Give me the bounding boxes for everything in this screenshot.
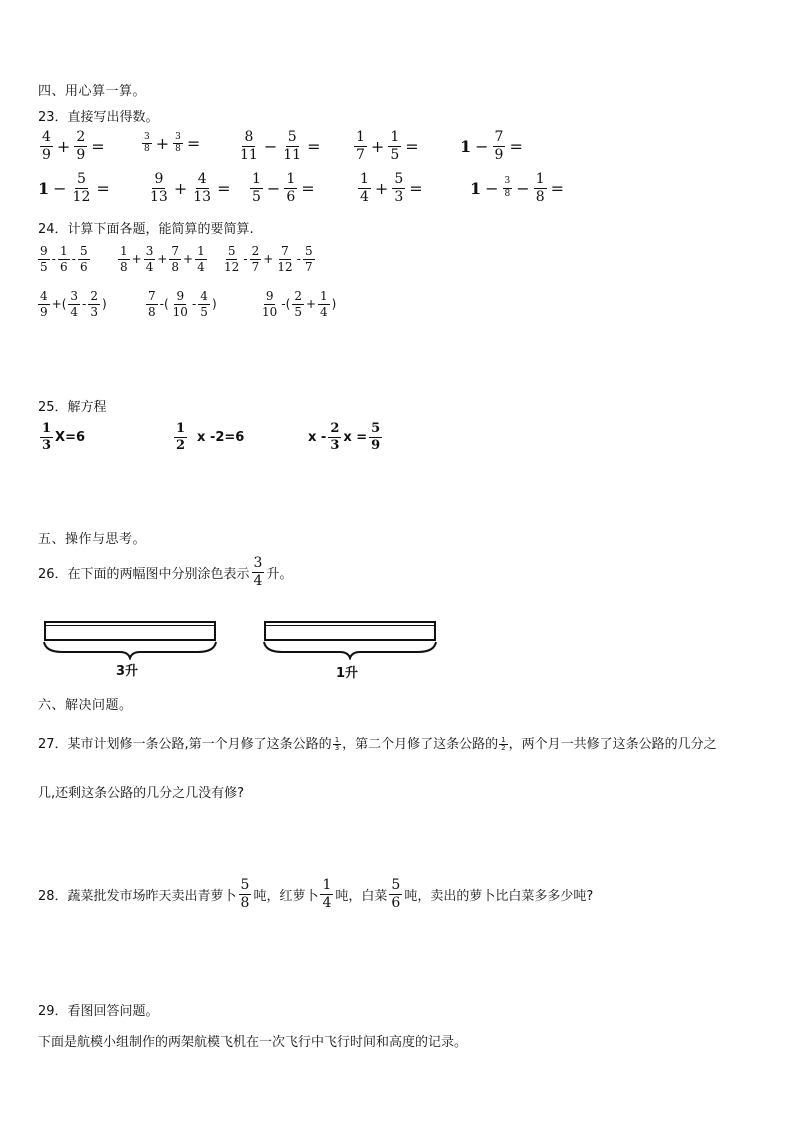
fraction: $\frac{1}{8}$ [535, 171, 545, 205]
fraction: $\frac{1}{4}$ [360, 171, 369, 205]
fraction: $\frac{9}{10}$ [172, 289, 188, 319]
q23-expr-5: 1 − $\frac{7}{9}$ = [460, 129, 523, 163]
fraction: $\frac{4}{13}$ [193, 171, 212, 205]
fraction: $\frac{2}{7}$ [251, 244, 260, 274]
fraction: $\frac{3}{8}$ [175, 132, 181, 155]
q23-expr-10: 1 − $\frac{3}{8}$ − $\frac{1}{8}$ = [470, 171, 565, 205]
q23-expr-8: $\frac{1}{5}$ − $\frac{1}{6}$ = [252, 171, 315, 205]
fraction: $\frac{1}{6}$ [286, 171, 296, 205]
fraction: $\frac{2}{5}$ [294, 289, 302, 319]
question-27-line-2: 几,还剩这条公路的几分之几没有修? [38, 786, 245, 801]
section-five-title: 五、操作与思考。 [38, 532, 147, 547]
fraction: $\frac{1}{3}$ [334, 735, 340, 752]
section-six-title: 六、解决问题。 [38, 698, 133, 713]
question-24-title: 24．计算下面各题，能简算的要简算. [38, 222, 254, 237]
question-23-title: 23．直接写出得数。 [38, 110, 159, 125]
fraction: $\frac{9}{10}$ [262, 289, 278, 319]
fraction: $\frac{5}{9}$ [371, 421, 381, 453]
three-liter-label: 3升 [116, 664, 139, 679]
fraction: $\frac{4}{9}$ [40, 289, 48, 319]
fraction: $\frac{5}{12}$ [72, 171, 91, 205]
q24-expr-5: $\frac{7}{8}$ - ( $\frac{9}{10}$ - $\frac{4}{5}$ ) [148, 289, 217, 319]
q25-equation-2: $\frac{1}{2}$ x -2=6 [176, 421, 245, 453]
section-four-title: 四、用心算一算。 [38, 84, 147, 99]
q23-expr-2: $\frac{3}{8}$ + $\frac{3}{8}$ = [144, 132, 201, 155]
question-25-title: 25．解方程 [38, 400, 107, 415]
one-liter-bar[interactable] [264, 621, 436, 641]
fraction: $\frac{5}{6}$ [79, 244, 88, 274]
q25-equation-1: $\frac{1}{3}$ X=6 [42, 421, 86, 453]
fraction: $\frac{3}{8}$ [504, 176, 511, 199]
fraction: $\frac{5}{8}$ [240, 877, 250, 911]
fraction: $\frac{1}{6}$ [59, 244, 68, 274]
q24-expr-6: $\frac{9}{10}$ - ( $\frac{2}{5}$ + $\frac{1}{4}$ ) [262, 289, 337, 319]
q24-expr-1: $\frac{9}{5}$ - $\frac{1}{6}$ - $\frac{5}{6}$ [40, 244, 88, 274]
fraction: $\frac{7}{12}$ [277, 244, 293, 274]
fraction: $\frac{2}{3}$ [330, 421, 340, 453]
q23-expr-9: $\frac{1}{4}$ + $\frac{5}{3}$ = [360, 171, 423, 205]
question-29-title: 29．看图回答问题。 [38, 1004, 159, 1019]
q23-expr-4: $\frac{1}{7}$ + $\frac{1}{5}$ = [356, 129, 419, 163]
fraction: $\frac{5}{6}$ [391, 877, 401, 911]
question-26: 26．在下面的两幅图中分别涂色表示 $\frac{3}{4}$ 升。 [38, 555, 293, 589]
question-27-line-1: 27．某市计划修一条公路,第一个月修了这条公路的 $\frac{1}{3}$ ，第二个月修了这条公路的 $\frac{1}{2}$ ，两个月一共修了这条公路的几分之 [38, 735, 717, 752]
fraction: $\frac{5}{11}$ [283, 129, 302, 163]
fraction: $\frac{1}{8}$ [120, 244, 128, 274]
fraction: $\frac{3}{4}$ [70, 289, 79, 319]
q23-expr-3: $\frac{8}{11}$ − $\frac{5}{11}$ = [240, 129, 321, 163]
fraction: $\frac{7}{8}$ [171, 244, 180, 274]
fraction: $\frac{5}{7}$ [304, 244, 313, 274]
fraction: $\frac{7}{9}$ [494, 129, 504, 163]
q23-expr-6: 1 − $\frac{5}{12}$ = [38, 171, 110, 205]
fraction: $\frac{1}{5}$ [252, 171, 261, 205]
q24-expr-3: $\frac{5}{12}$ - $\frac{2}{7}$ + $\frac{7}{12}$ - $\frac{5}{7}$ [224, 244, 313, 274]
three-liter-brace [42, 640, 218, 660]
fraction: $\frac{1}{4}$ [197, 244, 205, 274]
fraction: $\frac{1}{7}$ [356, 129, 365, 163]
fraction: $\frac{4}{9}$ [42, 129, 51, 163]
fraction: $\frac{3}{8}$ [144, 132, 150, 155]
fraction: $\frac{1}{4}$ [320, 289, 328, 319]
fraction: $\frac{5}{12}$ [224, 244, 240, 274]
q24-expr-4: $\frac{4}{9}$ + ( $\frac{3}{4}$ - $\frac{2}{3}$ ) [40, 289, 107, 319]
fraction: $\frac{3}{4}$ [145, 244, 154, 274]
fraction: $\frac{1}{3}$ [42, 421, 52, 453]
fraction: $\frac{1}{4}$ [322, 877, 332, 911]
fraction: $\frac{2}{9}$ [76, 129, 86, 163]
fraction: $\frac{5}{3}$ [394, 171, 404, 205]
question-28: 28．蔬菜批发市场昨天卖出青萝卜 $\frac{5}{8}$ 吨，红萝卜 $\frac{1}{4}$ 吨，白菜 $\frac{5}{6}$ 吨，卖出的萝卜比白菜多多少吨? [38, 877, 594, 911]
fraction: $\frac{2}{3}$ [90, 289, 99, 319]
fraction: $\frac{1}{2}$ [501, 735, 506, 752]
fraction: $\frac{7}{8}$ [148, 289, 156, 319]
fraction: $\frac{1}{2}$ [176, 421, 186, 453]
one-liter-label: 1升 [336, 666, 359, 681]
q24-expr-2: $\frac{1}{8}$ + $\frac{3}{4}$ + $\frac{7}{8}$ + $\frac{1}{4}$ [120, 244, 205, 274]
fraction: $\frac{3}{4}$ [253, 555, 263, 589]
fraction: $\frac{8}{11}$ [240, 129, 258, 163]
one-liter-brace [262, 640, 438, 660]
three-liter-bar[interactable] [44, 621, 216, 641]
fraction: $\frac{9}{5}$ [40, 244, 48, 274]
q25-equation-3: x - $\frac{2}{3}$ x = $\frac{5}{9}$ [308, 421, 381, 453]
question-29-text: 下面是航模小组制作的两架航模飞机在一次飞行中飞行时间和高度的记录。 [38, 1035, 468, 1050]
q23-expr-1: $\frac{4}{9}$ + $\frac{2}{9}$ = [42, 129, 105, 163]
q23-expr-7: $\frac{9}{13}$ + $\frac{4}{13}$ = [150, 171, 231, 205]
fraction: $\frac{4}{5}$ [200, 289, 208, 319]
fraction: $\frac{1}{5}$ [390, 129, 400, 163]
fraction: $\frac{9}{13}$ [150, 171, 168, 205]
